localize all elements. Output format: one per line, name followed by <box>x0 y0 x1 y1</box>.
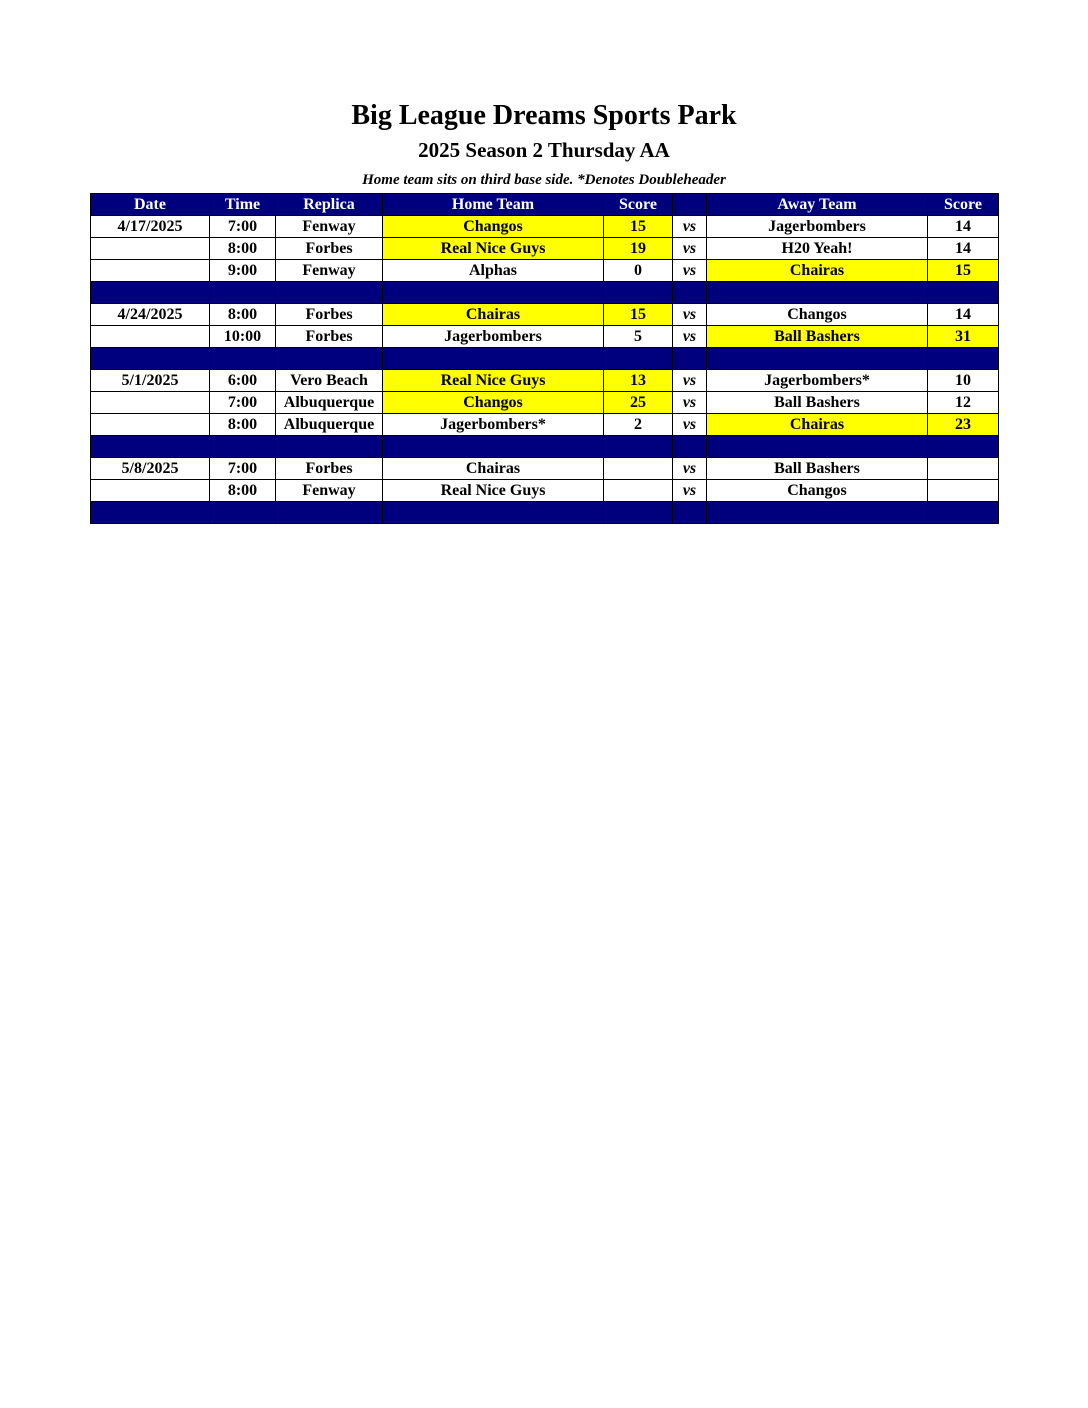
away-team-cell: Jagerbombers <box>707 216 928 238</box>
date-cell: 5/8/2025 <box>91 458 210 480</box>
date-cell <box>91 238 210 260</box>
separator-cell <box>928 282 999 304</box>
home-team-cell: Changos <box>383 392 604 414</box>
home-team-cell: Real Nice Guys <box>383 480 604 502</box>
separator-cell <box>604 282 673 304</box>
separator-cell <box>673 348 707 370</box>
away-team-cell: Chairas <box>707 260 928 282</box>
table-row <box>91 326 999 348</box>
column-header-away-team: Away Team <box>707 194 928 216</box>
vs-cell: vs <box>673 392 707 414</box>
replica-cell: Fenway <box>276 480 383 502</box>
separator-cell <box>673 282 707 304</box>
away-team-cell: Ball Bashers <box>707 458 928 480</box>
separator-cell <box>210 502 276 524</box>
date-cell <box>91 392 210 414</box>
column-header-vs <box>673 194 707 216</box>
separator-cell <box>383 502 604 524</box>
table-row <box>91 458 999 480</box>
separator-cell <box>276 502 383 524</box>
home-score-cell: 19 <box>604 238 673 260</box>
schedule-body <box>91 216 999 524</box>
separator-cell <box>604 348 673 370</box>
date-cell <box>91 260 210 282</box>
replica-cell: Forbes <box>276 238 383 260</box>
home-score-cell: 2 <box>604 414 673 436</box>
separator-cell <box>276 348 383 370</box>
time-cell: 9:00 <box>210 260 276 282</box>
away-team-cell: Changos <box>707 304 928 326</box>
away-score-cell: 31 <box>928 326 999 348</box>
separator-cell <box>604 436 673 458</box>
column-header-time: Time <box>210 194 276 216</box>
time-cell: 10:00 <box>210 326 276 348</box>
table-row <box>91 414 999 436</box>
replica-cell: Forbes <box>276 458 383 480</box>
away-score-cell <box>928 458 999 480</box>
separator-cell <box>707 282 928 304</box>
separator-cell <box>91 282 210 304</box>
separator-cell <box>707 436 928 458</box>
home-score-cell: 13 <box>604 370 673 392</box>
home-score-cell: 15 <box>604 216 673 238</box>
away-score-cell: 15 <box>928 260 999 282</box>
vs-cell: vs <box>673 326 707 348</box>
away-team-cell: Chairas <box>707 414 928 436</box>
column-header-date: Date <box>91 194 210 216</box>
separator-cell <box>928 436 999 458</box>
vs-cell: vs <box>673 480 707 502</box>
page-title: Big League Dreams Sports Park <box>351 100 737 131</box>
week-separator-row <box>91 502 999 524</box>
schedule-table <box>90 193 999 524</box>
separator-cell <box>91 348 210 370</box>
vs-cell: vs <box>673 458 707 480</box>
away-score-cell: 14 <box>928 304 999 326</box>
separator-cell <box>928 348 999 370</box>
table-row <box>91 304 999 326</box>
separator-cell <box>383 282 604 304</box>
home-team-cell: Real Nice Guys <box>383 370 604 392</box>
date-cell <box>91 414 210 436</box>
replica-cell: Fenway <box>276 260 383 282</box>
time-cell: 8:00 <box>210 480 276 502</box>
home-team-cell: Changos <box>383 216 604 238</box>
separator-cell <box>210 436 276 458</box>
table-row <box>91 238 999 260</box>
home-team-cell: Real Nice Guys <box>383 238 604 260</box>
date-cell: 4/24/2025 <box>91 304 210 326</box>
separator-cell <box>276 282 383 304</box>
home-team-cell: Jagerbombers <box>383 326 604 348</box>
replica-cell: Fenway <box>276 216 383 238</box>
vs-cell: vs <box>673 414 707 436</box>
time-cell: 8:00 <box>210 414 276 436</box>
separator-cell <box>210 348 276 370</box>
home-score-cell <box>604 458 673 480</box>
column-header-home-team: Home Team <box>383 194 604 216</box>
time-cell: 6:00 <box>210 370 276 392</box>
home-score-cell <box>604 480 673 502</box>
home-score-cell: 25 <box>604 392 673 414</box>
date-cell <box>91 480 210 502</box>
table-row <box>91 370 999 392</box>
home-score-cell: 5 <box>604 326 673 348</box>
replica-cell: Albuquerque <box>276 414 383 436</box>
away-score-cell: 14 <box>928 238 999 260</box>
vs-cell: vs <box>673 260 707 282</box>
away-team-cell: Changos <box>707 480 928 502</box>
vs-cell: vs <box>673 304 707 326</box>
replica-cell: Forbes <box>276 326 383 348</box>
time-cell: 8:00 <box>210 238 276 260</box>
away-team-cell: Jagerbombers* <box>707 370 928 392</box>
time-cell: 8:00 <box>210 304 276 326</box>
home-team-cell: Chairas <box>383 304 604 326</box>
home-team-cell: Jagerbombers* <box>383 414 604 436</box>
time-cell: 7:00 <box>210 392 276 414</box>
away-team-cell: Ball Bashers <box>707 326 928 348</box>
week-separator-row <box>91 436 999 458</box>
separator-cell <box>276 436 383 458</box>
date-cell: 4/17/2025 <box>91 216 210 238</box>
column-header-replica: Replica <box>276 194 383 216</box>
separator-cell <box>707 502 928 524</box>
separator-cell <box>91 436 210 458</box>
separator-cell <box>91 502 210 524</box>
away-score-cell <box>928 480 999 502</box>
home-score-cell: 15 <box>604 304 673 326</box>
separator-cell <box>210 282 276 304</box>
vs-cell: vs <box>673 370 707 392</box>
away-score-cell: 23 <box>928 414 999 436</box>
separator-cell <box>383 436 604 458</box>
time-cell: 7:00 <box>210 216 276 238</box>
week-separator-row <box>91 282 999 304</box>
separator-cell <box>928 502 999 524</box>
page-subtitle: 2025 Season 2 Thursday AA <box>418 138 670 162</box>
away-score-cell: 10 <box>928 370 999 392</box>
separator-cell <box>673 436 707 458</box>
away-team-cell: Ball Bashers <box>707 392 928 414</box>
week-separator-row <box>91 348 999 370</box>
replica-cell: Albuquerque <box>276 392 383 414</box>
home-score-cell: 0 <box>604 260 673 282</box>
table-row <box>91 480 999 502</box>
separator-cell <box>673 502 707 524</box>
time-cell: 7:00 <box>210 458 276 480</box>
schedule-note: Home team sits on third base side. *Denotes Doubleheader <box>362 172 726 188</box>
away-score-cell: 14 <box>928 216 999 238</box>
vs-cell: vs <box>673 216 707 238</box>
table-row <box>91 260 999 282</box>
separator-cell <box>707 348 928 370</box>
away-score-cell: 12 <box>928 392 999 414</box>
home-team-cell: Chairas <box>383 458 604 480</box>
date-cell: 5/1/2025 <box>91 370 210 392</box>
column-header-home-score: Score <box>604 194 673 216</box>
table-header-row <box>91 194 999 216</box>
table-row <box>91 216 999 238</box>
column-header-away-score: Score <box>928 194 999 216</box>
replica-cell: Forbes <box>276 304 383 326</box>
separator-cell <box>604 502 673 524</box>
replica-cell: Vero Beach <box>276 370 383 392</box>
away-team-cell: H20 Yeah! <box>707 238 928 260</box>
date-cell <box>91 326 210 348</box>
table-row <box>91 392 999 414</box>
home-team-cell: Alphas <box>383 260 604 282</box>
separator-cell <box>383 348 604 370</box>
vs-cell: vs <box>673 238 707 260</box>
